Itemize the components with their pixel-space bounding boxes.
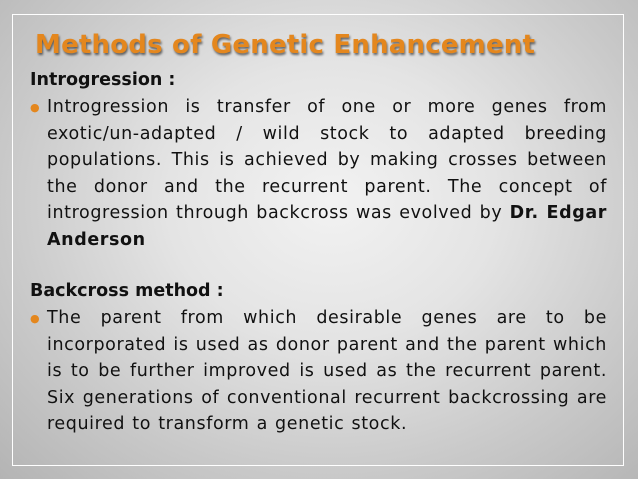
paragraph-introgression-text: Introgression is transfer of one or more genes from exotic/un-adapted / wild stock to adapted breeding populations. This is achieved by making crosses between the donor and the recurrent parent. The concept of introgression through backcross was evolved by [47,97,607,223]
bullet-backcross [30,305,607,438]
heading-introgression: Introgression : [30,70,176,90]
heading-backcross-method: Backcross method : [30,281,224,301]
bullet-dot-icon: ● [30,312,40,325]
paragraph-backcross [47,305,607,438]
paragraph-introgression [47,94,607,253]
bullet-dot-icon: ● [30,101,40,114]
slide-content [30,66,607,438]
slide-title: Methods of Genetic Enhancement [35,30,536,60]
scientist-name: Dr. Edgar Anderson [47,203,607,250]
bullet-introgression [30,94,607,253]
paragraph-backcross-text: The parent from which desirable genes are to be incorporated is used as donor parent and the parent which is to be further improved is used as the recurrent parent. Six generations of conventional recurrent backcrossing are required to transform a genetic stock. [47,308,607,434]
